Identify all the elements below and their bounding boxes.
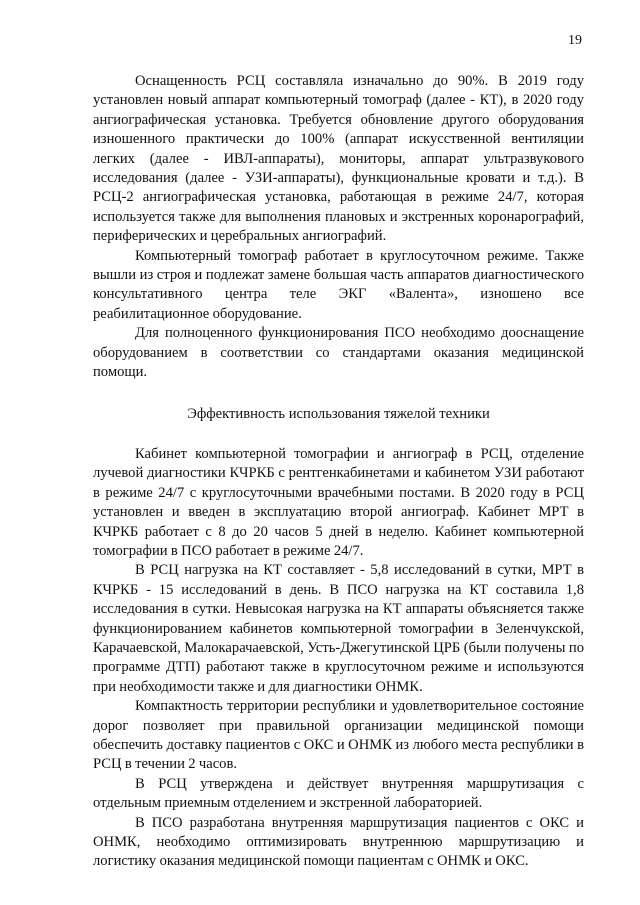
section-heading: Эффективность использования тяжелой техники: [187, 405, 490, 422]
document-body: [93, 72, 584, 872]
paragraph-territory: Компактность территории республики и удовлетворительное состояние дорог позволяет при правильной организации медицинской помощи обеспечить доставку пациентов с ОКС и ОНМК из любого места республики в РСЦ в течении 2 часов.: [93, 698, 584, 773]
page-number: 19: [568, 33, 582, 48]
paragraph-ct-operation: Компьютерный томограф работает в круглосуточном режиме. Также вышли из строя и подлежат замене большая часть аппаратов диагностического консультативного центра теле ЭКГ «Валента», изношено все реабилитационное оборудование.: [93, 247, 584, 322]
paragraph-ct-cabinets: Кабинет компьютерной томографии и ангиограф в РСЦ, отделение лучевой диагностики КЧРКБ с рентгенкабинетами и кабинетом УЗИ работают в режиме 24/7 с круглосуточными врачебными постами. В 2020 году в РСЦ установлен и введен в эксплуатацию второй ангиограф. Кабинет МРТ в КЧРКБ работает с 8 до 20 часов 5 дней в неделю. Кабинет компьютерной томографии в ПСО работает в режиме 24/7.: [93, 445, 584, 559]
paragraph-pso-equipment: Для полноценного функционирования ПСО необходимо дооснащение оборудованием в соответствии со стандартами оказания медицинской помощи.: [93, 325, 584, 381]
paragraph-pso-routing: В ПСО разработана внутренняя маршрутизация пациентов с ОКС и ОНМК, необходимо оптимизировать внутреннюю маршрутизацию и логистику оказания медицинской помощи пациентам с ОНМК и ОКС.: [93, 814, 584, 870]
paragraph-rsc-routing: В РСЦ утверждена и действует внутренняя маршрутизация с отдельным приемным отделением и экстренной лабораторией.: [93, 775, 584, 812]
paragraph-ct-load: В РСЦ нагрузка на КТ составляет - 5,8 исследований в сутки, МРТ в КЧРКБ - 15 исследований в день. В ПСО нагрузка на КТ составила 1,8 исследования в сутки. Невысокая нагрузка на КТ аппараты объясняется также функционированием кабинетов компьютерной томографии в Зеленчукской, Карачаевской, Малокарачаевской, Усть-Джегутинской ЦРБ (были получены по программе ДТП) работают также в круглосуточном режиме и используются при необходимости также и для диагностики ОНМК.: [93, 562, 584, 695]
paragraph-equipment-status: Оснащенность РСЦ составляла изначально до 90%. В 2019 году установлен новый аппарат компьютерный томограф (далее - КТ), в 2020 году ангиографическая установка. Требуется обновление другого оборудования изношенного практически до 100% (аппарат искусственной вентиляции легких (далее - ИВЛ-аппараты), мониторы, аппарат ультразвукового исследования (далее - УЗИ-аппараты), функциональные кровати и т.д.). В РСЦ-2 ангиографическая установка, работающая в режиме 24/7, которая используется также для выполнения плановых и экстренных коронарографий, периферических и церебральных ангиографий.: [93, 73, 584, 245]
